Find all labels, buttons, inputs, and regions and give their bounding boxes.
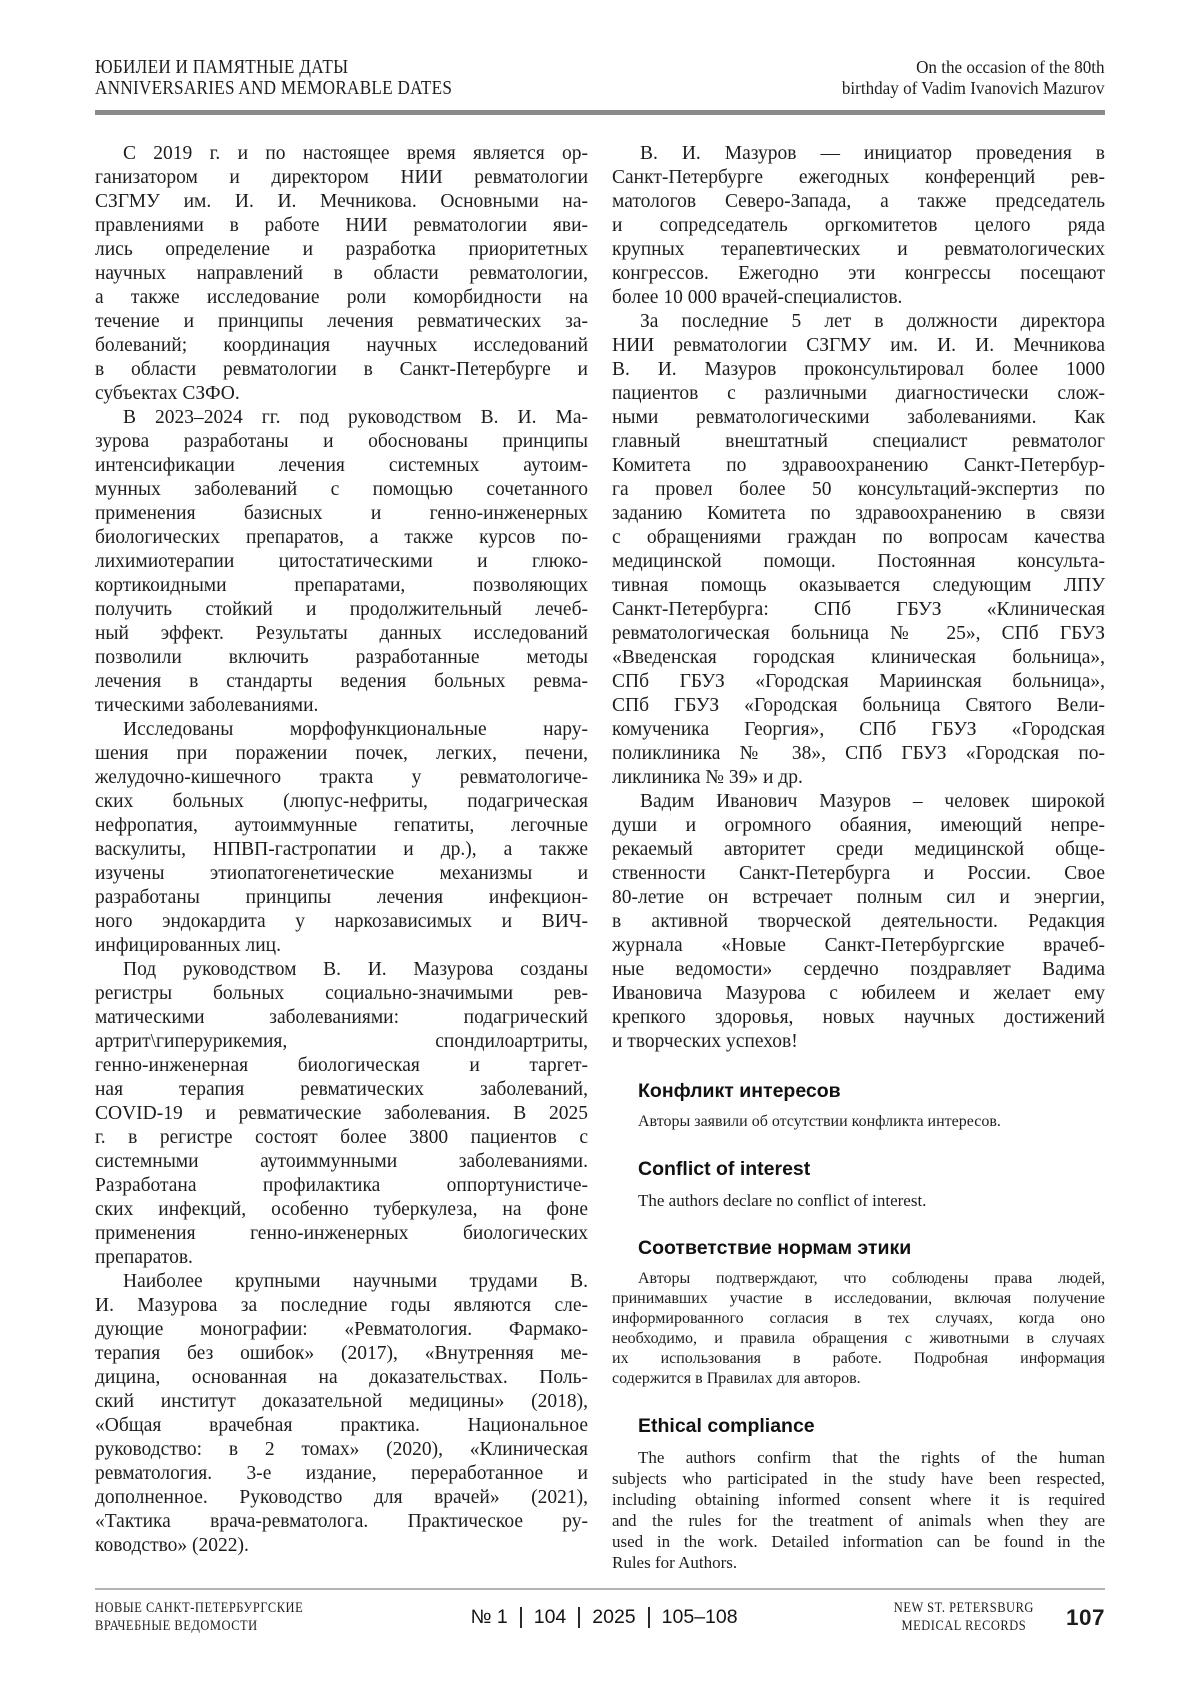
text-line: дополненное. Руководство для врачей» (2021),: [95, 1487, 588, 1508]
text-line: кортикоидными препаратами, позволяющих: [95, 575, 588, 596]
text-line: руководство: в 2 томах» (2020), «Клиническая: [95, 1439, 588, 1460]
paragraph: [612, 790, 1105, 1054]
text-line: га провел более 50 консультаций-экспертиз по: [612, 479, 1105, 500]
text-line: в активной творческой деятельности. Редакция: [612, 911, 1105, 932]
text-line: конгрессов. Ежегодно эти конгрессы посещают: [612, 263, 1105, 284]
text-line: used in the work. Detailed information can be found in the: [612, 1532, 1105, 1551]
text-line: г. в регистре состоят более 3800 пациентов с: [95, 1127, 588, 1148]
text-line: получить стойкий и продолжительный лечеб-: [95, 599, 588, 620]
text-line: принимавших участие в исследовании, включая получение: [612, 1290, 1105, 1307]
text-line: интенсификации лечения системных аутоим-: [95, 455, 588, 476]
paragraph: [612, 142, 1105, 310]
text-line: «Тактика врача-ревматолога. Практическое ру-: [95, 1511, 588, 1532]
text-line: биологических препаратов, а также курсов по-: [95, 527, 588, 548]
text-line: «Введенская городская клиническая больница»,: [612, 647, 1105, 668]
rubric-title: [95, 57, 452, 99]
separator: [648, 1607, 650, 1628]
text-line: регистры больных социально-значимыми рев-: [95, 983, 588, 1004]
paragraph: [95, 142, 588, 406]
text-line: СЗГМУ им. И. И. Мечникова. Основными на-: [95, 191, 588, 212]
section-heading-conflict-en: Conflict of interest: [638, 1158, 811, 1180]
journal-name-en: [894, 1600, 1034, 1635]
text-line: ководство» (2022).: [95, 1535, 249, 1556]
text-line: subjects who participated in the study have been respected,: [612, 1469, 1105, 1488]
page-number: 107: [1065, 1604, 1105, 1630]
text-line: информированного согласия в тех случаях, когда оно: [612, 1310, 1105, 1327]
rubric-title-en: ANNIVERSARIES AND MEMORABLE DATES: [95, 78, 453, 99]
text-line: ликлиника № 39» и др.: [612, 767, 803, 788]
journal-name-ru-line1: НОВЫЕ САНКТ-ПЕТЕРБУРГСКИЕ: [95, 1600, 304, 1616]
text-line: препаратов.: [95, 1247, 193, 1268]
text-line: тическими заболеваниями.: [95, 695, 319, 716]
text-line: в области ревматологии в Санкт-Петербурге и: [95, 359, 588, 380]
text-line: Под руководством В. И. Мазурова созданы: [123, 959, 588, 980]
text-line: зурова разработаны и обоснованы принципы: [95, 431, 588, 452]
text-line: а также исследование роли коморбидности на: [95, 287, 588, 308]
text-line: шения при поражении почек, легких, печени,: [95, 743, 588, 764]
text-line: необходимо, и правила обращения с животными в случаях: [612, 1330, 1105, 1347]
text-line: правлениями в работе НИИ ревматологии яви-: [95, 215, 588, 236]
section-text-ethics-ru: [612, 1269, 1105, 1389]
text-line: Rules for Authors.: [612, 1553, 738, 1572]
issue-volume: 104: [533, 1606, 567, 1628]
text-line: применения генно-инженерных биологических: [95, 1223, 588, 1244]
running-head-line1: On the occasion of the 80th: [916, 57, 1105, 77]
text-line: артрит\гиперурикемия, спондилоартриты,: [95, 1031, 588, 1052]
text-line: ный эффект. Результаты данных исследований: [95, 623, 588, 644]
section-conflict-of-interest-en: [612, 1158, 1105, 1211]
text-line: содержится в Правилах для авторов.: [612, 1370, 861, 1387]
text-line: 80-летие он встречает полным сил и энергии,: [612, 887, 1105, 908]
text-line: пациентов с различными диагностически слож-: [612, 383, 1105, 404]
page-header: [95, 57, 1105, 99]
text-line: крупных терапевтических и ревматологических: [612, 239, 1105, 260]
text-line: including obtaining informed consent where it is required: [612, 1490, 1105, 1509]
text-line: поликлиника № 38», СПб ГБУЗ «Городская по-: [612, 743, 1105, 764]
issue-number: № 1: [470, 1606, 508, 1628]
text-line: и сопредседатель оргкомитетов целого ряда: [612, 215, 1105, 236]
text-line: ная терапия ревматических заболеваний,: [95, 1079, 588, 1100]
text-line: субъектах СЗФО.: [95, 383, 240, 404]
text-line: лечения в стандарты ведения больных ревма-: [95, 671, 588, 692]
text-line: рекаемый авторитет среди медицинской обще-: [612, 839, 1105, 860]
section-heading-ethics-ru: Соответствие нормам этики: [638, 1237, 912, 1259]
text-line: Вадим Иванович Мазуров – человек широкой: [640, 791, 1105, 812]
text-line: васкулиты, НПВП-гастропатии и др.), а также: [95, 839, 588, 860]
text-line: ский институт доказательной медицины» (2018),: [95, 1391, 588, 1412]
running-head: [842, 57, 1105, 99]
text-line: системными аутоиммунными заболеваниями.: [95, 1151, 588, 1172]
text-line: ганизатором и директором НИИ ревматологии: [95, 167, 588, 188]
paragraph: [95, 406, 588, 718]
text-line: ного эндокардита у наркозависимых и ВИЧ-: [95, 911, 588, 932]
text-line: терапия без ошибок» (2017), «Внутренняя ме-: [95, 1343, 588, 1364]
text-line: За последние 5 лет в должности директора: [640, 311, 1105, 332]
text-line: и творческих успехов!: [612, 1031, 798, 1052]
issue-year: 2025: [592, 1606, 636, 1628]
section-heading-conflict-ru: Конфликт интересов: [638, 1080, 841, 1102]
text-line: мунных заболеваний с помощью сочетанного: [95, 479, 588, 500]
text-line: НИИ ревматологии СЗГМУ им. И. И. Мечникова: [612, 335, 1105, 356]
header-rule: [95, 110, 1105, 115]
running-head-line2: birthday of Vadim Ivanovich Mazurov: [842, 78, 1105, 98]
text-line: Ивановича Мазурова с юбилеем и желает ему: [612, 983, 1105, 1004]
text-line: комученика Георгия», СПб ГБУЗ «Городская: [612, 719, 1105, 740]
section-ethics-ru: [612, 1237, 1105, 1389]
text-line: COVID-19 и ревматические заболевания. В 2025: [95, 1103, 588, 1124]
text-line: научных направлений в области ревматологии,: [95, 263, 588, 284]
text-line: их использования в работе. Подробная информация: [612, 1350, 1105, 1367]
rubric-title-ru: ЮБИЛЕИ И ПАМЯТНЫЕ ДАТЫ: [95, 57, 349, 78]
text-line: Авторы заявили об отсутствии конфликта интересов.: [638, 1113, 1001, 1130]
text-line: главный внештатный специалист ревматолог: [612, 431, 1105, 452]
text-line: В. И. Мазуров проконсультировал более 1000: [612, 359, 1105, 380]
text-line: более 10 000 врачей-специалистов.: [612, 287, 903, 308]
text-line: разработаны принципы лечения инфекцион-: [95, 887, 588, 908]
text-line: ревматологическая больница № 25», СПб ГБУЗ: [612, 623, 1105, 644]
text-line: изучены этиопатогенетические механизмы и: [95, 863, 588, 884]
text-line: инфицированных лиц.: [95, 935, 281, 956]
text-line: Комитета по здравоохранению Санкт-Петербур-: [612, 455, 1105, 476]
text-line: дицина, основанная на доказательствах. Поль-: [95, 1367, 588, 1388]
journal-name-ru: [95, 1600, 303, 1635]
text-line: Разработана профилактика оппортунистиче-: [95, 1175, 588, 1196]
text-line: дующие монографии: «Ревматология. Фармако-: [95, 1319, 588, 1340]
text-line: СПб ГБУЗ «Городская больница Святого Вели-: [612, 695, 1105, 716]
text-line: Наиболее крупными научными трудами В.: [123, 1271, 588, 1292]
text-line: с обращениями граждан по вопросам качества: [612, 527, 1105, 548]
text-line: ственности Санкт-Петербурга и России. Свое: [612, 863, 1105, 884]
text-line: ских больных (люпус-нефриты, подагрическая: [95, 791, 588, 812]
text-line: лись определение и разработка приоритетных: [95, 239, 588, 260]
journal-name-ru-line2: ВРАЧЕБНЫЕ ВЕДОМОСТИ: [95, 1617, 258, 1634]
text-line: тивная помощь оказывается следующим ЛПУ: [612, 575, 1105, 596]
text-line: генно-инженерная биологическая и таргет-: [95, 1055, 588, 1076]
paragraph: [95, 1270, 588, 1558]
text-line: The authors confirm that the rights of the human: [638, 1448, 1105, 1467]
footer-rule: [95, 1588, 1105, 1590]
page-footer: [95, 1600, 1105, 1635]
text-line: «Общая врачебная практика. Национальное: [95, 1415, 588, 1436]
paragraph: [95, 958, 588, 1270]
text-line: ских инфекций, особенно туберкулеза, на фоне: [95, 1199, 588, 1220]
text-line: заданию Комитета по здравоохранению в связи: [612, 503, 1105, 524]
text-line: лихимиотерапии цитостатическими и глюко-: [95, 551, 588, 572]
text-line: В 2023–2024 гг. под руководством В. И. Ма-: [123, 407, 588, 428]
text-line: СПб ГБУЗ «Городская Мариинская больница»,: [612, 671, 1105, 692]
separator: [578, 1607, 580, 1628]
text-line: течение и принципы лечения ревматических за-: [95, 311, 588, 332]
article-body: [95, 142, 1105, 1573]
right-column: [612, 142, 1105, 1573]
text-line: желудочно-кишечного тракта у ревматологиче-: [95, 767, 588, 788]
text-line: Исследованы морфофункциональные нару-: [123, 719, 588, 740]
section-conflict-of-interest-ru: [612, 1080, 1105, 1132]
section-ethics-en: [612, 1415, 1105, 1573]
text-line: ревматология. 3-е издание, переработанное и: [95, 1463, 588, 1484]
paragraph: [95, 718, 588, 958]
text-line: применения базисных и генно-инженерных: [95, 503, 588, 524]
text-line: журнала «Новые Санкт-Петербургские врачеб-: [612, 935, 1105, 956]
text-line: матологов Северо-Запада, а также председатель: [612, 191, 1105, 212]
text-line: В. И. Мазуров — инициатор проведения в: [640, 143, 1105, 164]
text-line: Санкт-Петербурге ежегодных конференций рев-: [612, 167, 1105, 188]
journal-name-en-line2: MEDICAL RECORDS: [901, 1617, 1027, 1634]
left-column: [95, 142, 588, 1573]
text-line: болеваний; координация научных исследований: [95, 335, 588, 356]
text-line: крепкого здоровья, новых научных достижений: [612, 1007, 1105, 1028]
text-line: С 2019 г. и по настоящее время является ор-: [123, 143, 588, 164]
text-line: позволили включить разработанные методы: [95, 647, 588, 668]
text-line: медицинской помощи. Постоянная консульта-: [612, 551, 1105, 572]
issue-info: [337, 1606, 871, 1629]
text-line: The authors declare no conflict of interest.: [638, 1191, 927, 1210]
section-text-conflict-en: [612, 1190, 1105, 1211]
section-heading-ethics-en: Ethical compliance: [638, 1415, 815, 1437]
text-line: И. Мазурова за последние годы являются сле-: [95, 1295, 588, 1316]
text-line: ные ведомости» сердечно поздравляет Вадима: [612, 959, 1105, 980]
paragraph: [612, 310, 1105, 790]
text-line: матическими заболеваниями: подагрический: [95, 1007, 588, 1028]
journal-name-en-line1: NEW ST. PETERSBURG: [893, 1600, 1034, 1616]
text-line: Авторы подтверждают, что соблюдены права людей,: [638, 1270, 1105, 1287]
section-text-ethics-en: [612, 1447, 1105, 1573]
issue-pages: 105–108: [661, 1606, 738, 1628]
text-line: Санкт-Петербурга: СПб ГБУЗ «Клиническая: [612, 599, 1105, 620]
text-line: and the rules for the treatment of animals when they are: [612, 1511, 1105, 1530]
text-line: ными ревматологическими заболеваниями. Как: [612, 407, 1105, 428]
section-text-conflict-ru: [612, 1112, 1105, 1132]
separator: [520, 1607, 522, 1628]
text-line: души и огромного обаяния, имеющий непре-: [612, 815, 1105, 836]
text-line: нефропатия, аутоиммунные гепатиты, легочные: [95, 815, 588, 836]
